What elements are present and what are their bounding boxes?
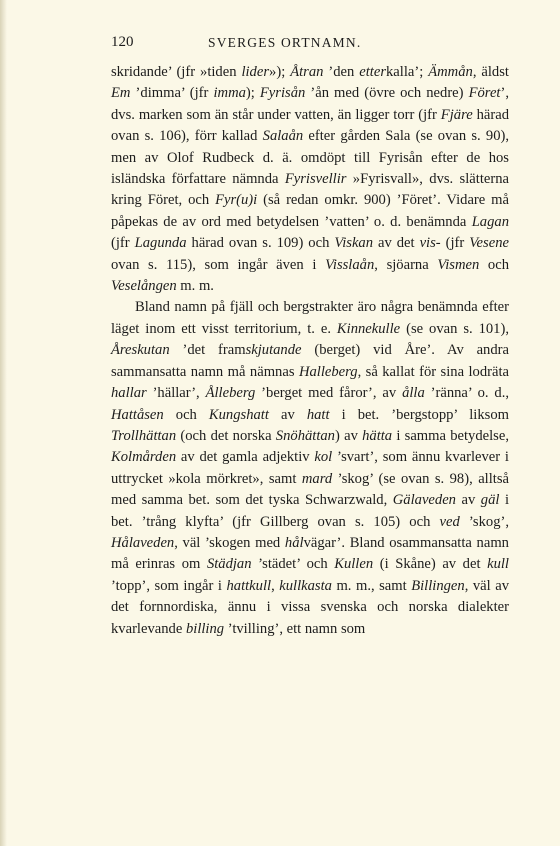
text-run: ’ån med (övre och nedre)	[305, 85, 469, 102]
text-run: ’topp’, som ingår i	[111, 577, 227, 594]
italic-term: vis-	[419, 235, 441, 252]
italic-term: Vesene	[469, 235, 509, 252]
italic-term: hatt	[306, 406, 330, 423]
text-run: (så redan omkr. 900) ’Föret’. Vidare må påpekas de av ord med betydelsen ’vatten’ o. d. benämnda	[111, 192, 510, 230]
text-run: (se ovan s. 101),	[400, 320, 509, 337]
text-run: ’tvilling’, ett namn som	[224, 620, 366, 637]
text-run: , sjöarna	[374, 256, 438, 273]
italic-term: hattkull	[226, 577, 272, 594]
italic-term: Föret	[468, 85, 501, 102]
text-run: i samma betydelse,	[392, 427, 509, 444]
text-run: (och det norska	[176, 427, 276, 444]
text-run: (jfr	[440, 235, 470, 252]
running-head: SVERGES ORTNAMN.	[208, 35, 362, 50]
text-run: vägar’. Bland osammansatta namn må erinras om	[111, 534, 509, 573]
italic-term: Trollhättan	[111, 427, 177, 444]
italic-term: Hattåsen	[111, 406, 164, 423]
text-run: ’städet’ och	[251, 556, 335, 573]
italic-term: billing	[185, 620, 225, 637]
italic-term: Ålleberg	[205, 385, 256, 402]
text-run: (i Skåne) av det	[373, 556, 488, 573]
italic-term: kull	[487, 556, 509, 573]
italic-term: hätta	[362, 427, 393, 444]
text-run: ) av	[334, 427, 363, 444]
page-edge-shadow	[0, 0, 7, 846]
italic-term: ved	[439, 513, 460, 530]
text-run: , väl ’skogen med	[174, 534, 285, 551]
page-number: 120	[111, 34, 134, 50]
italic-term: skjutande	[245, 342, 302, 359]
italic-term: Åtran	[290, 64, 324, 80]
italic-term: Fyrisån	[259, 85, 306, 102]
italic-term: Fyrisvellir	[284, 171, 347, 188]
text-run: kalla’;	[386, 64, 429, 80]
text-run: härad ovan s. 106), förr kallad	[111, 106, 509, 145]
italic-term: kol	[314, 449, 333, 466]
text-run: och	[163, 406, 209, 423]
italic-term: Gälaveden	[392, 492, 456, 509]
text-run: ’skog’,	[459, 513, 510, 530]
text-run: ’dimma’ (jfr	[130, 85, 214, 102]
paragraph	[111, 297, 509, 640]
italic-term: Salaån	[262, 128, 304, 145]
text-run: m. m.	[176, 278, 214, 295]
italic-term: gäl	[480, 492, 500, 509]
text-run: ’, dvs. marken som än står under vatten, än ligger torr (jfr	[111, 85, 509, 123]
italic-term: etter	[359, 64, 386, 80]
italic-term: lider	[241, 64, 270, 80]
italic-term: Fjäre	[440, 106, 473, 123]
italic-term: imma	[213, 85, 246, 102]
text-run: av det gamla adjektiv	[176, 449, 315, 466]
text-run: ’den	[323, 64, 360, 80]
page-header	[111, 34, 512, 54]
italic-term: Lagan	[471, 213, 509, 230]
italic-term: Ämmån	[428, 64, 473, 80]
italic-term: Veselången	[111, 278, 177, 295]
italic-term: Fyr(u)i	[215, 192, 258, 209]
italic-term: Billingen	[411, 577, 465, 594]
text-run: ovan s. 115), som ingår även i	[111, 256, 326, 273]
text-run: );	[245, 85, 260, 102]
italic-term: Visslaån	[325, 256, 375, 273]
italic-term: Halleberg	[298, 363, 358, 380]
italic-term: ålla	[402, 385, 425, 402]
italic-term: Kungshatt	[208, 406, 269, 423]
italic-term: Em	[111, 85, 131, 102]
italic-term: kullkasta	[279, 577, 332, 594]
text-run: , äldst	[472, 64, 509, 80]
text-run: av det	[373, 235, 420, 252]
italic-term: Lagunda	[134, 235, 187, 252]
text-run: Bland namn på fjäll och bergstrakter äro några benämnda efter läget inom ett visst territorium, t. e.	[111, 299, 509, 337]
text-run: av	[268, 406, 307, 423]
italic-term: hallar	[111, 385, 147, 402]
italic-term: Viskan	[334, 235, 374, 252]
text-run: (berget) vid Åre’. Av andra sammansatta namn må nämnas	[111, 342, 509, 380]
text-run: skridande’ (jfr »tiden	[111, 64, 242, 80]
italic-term: Kullen	[334, 556, 374, 573]
italic-term: Kolmården	[111, 449, 177, 466]
text-run: av	[455, 492, 481, 509]
body-text	[111, 62, 509, 640]
italic-term: mard	[301, 470, 333, 487]
text-run: i bet. ’bergstopp’ liksom	[329, 406, 509, 423]
italic-term: Kinnekulle	[336, 320, 401, 337]
text-run: ’svart’, som ännu kvarlever i uttrycket »kola mörkret», samt	[111, 449, 509, 487]
text-run: ’skog’ (se ovan s. 98), alltså med samma bet. som det tyska Schwarzwald,	[111, 470, 510, 509]
text-run: efter gården Sala (se ovan s. 90), men av Olof Rudbeck d. ä. omdöpt till Fyrisån efter de hos isländska författare nämnda	[111, 128, 509, 188]
text-run: ’hällar’,	[146, 385, 206, 402]
text-run: »Fyrisvall», dvs. slätterna kring Föret, och	[111, 171, 509, 209]
text-run: och	[479, 256, 509, 273]
text-run: , så kallat för sina lodräta	[357, 363, 509, 380]
italic-term: Snöhättan	[275, 427, 335, 444]
text-run: ’ränna’ o. d.,	[424, 385, 509, 402]
text-run: (jfr	[111, 235, 135, 252]
text-run: m. m., samt	[331, 577, 412, 594]
text-run: ,	[271, 577, 280, 594]
text-run: , väl av det fornnordiska, ännu i vissa svenska och norska dialekter kvarlevande	[111, 577, 509, 637]
text-run: härad ovan s. 109) och	[186, 235, 335, 252]
text-run: ’berget med fåror’, av	[255, 385, 403, 402]
italic-term: hål	[284, 534, 304, 551]
paragraph	[111, 62, 509, 297]
italic-term: Hålaveden	[111, 534, 175, 551]
italic-term: Städjan	[206, 556, 252, 573]
text-run: »);	[269, 64, 291, 80]
italic-term: Vismen	[437, 256, 480, 273]
text-run: i bet. ’trång klyfta’ (jfr Gillberg ovan s. 105) och	[111, 492, 510, 530]
text-run: ’det fram	[169, 342, 246, 359]
italic-term: Åreskutan	[111, 342, 170, 359]
